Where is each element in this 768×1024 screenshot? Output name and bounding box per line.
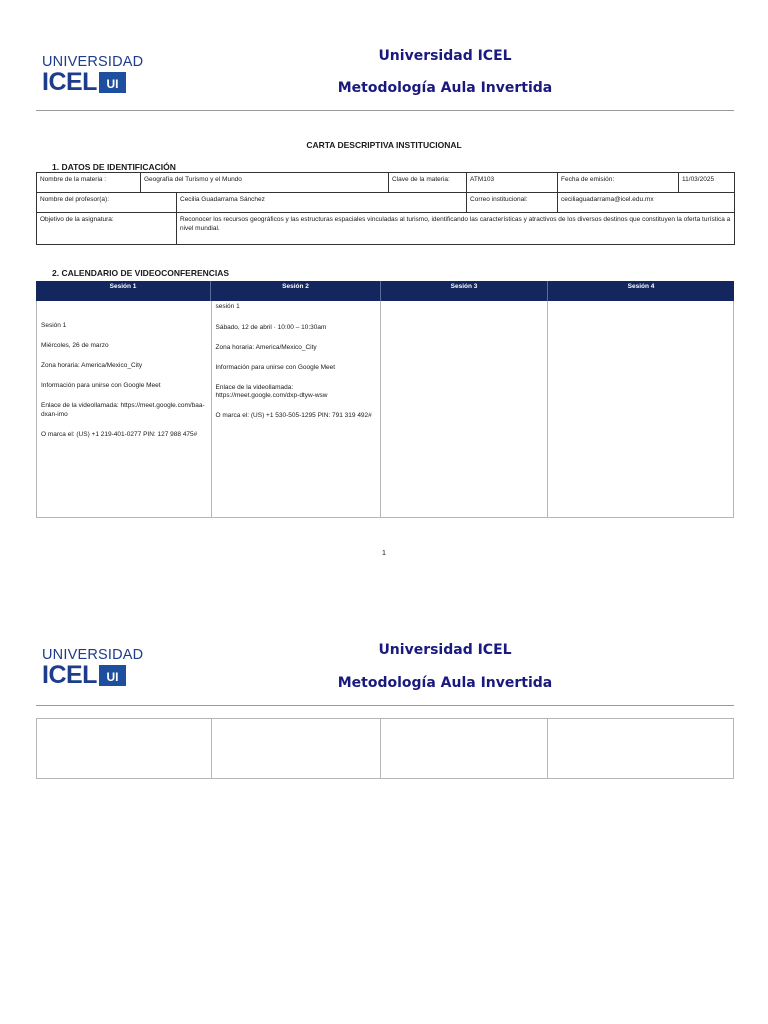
logo-main-text: ICEL xyxy=(42,68,97,96)
table-row xyxy=(37,193,735,213)
calendar-session-2-cont xyxy=(212,719,382,778)
calendar-header-session-1: Sesión 1 xyxy=(36,281,211,301)
session-2-meet-info: Información para unirse con Google Meet xyxy=(215,363,336,371)
session-1-phone: O marca el: (US) +1 219-401-0277 PIN: 127 988 475# xyxy=(41,430,198,438)
header-divider xyxy=(36,705,734,706)
session-2-phone: O marca el: (US) +1 530-505-1295 PIN: 791 319 492# xyxy=(215,412,372,419)
document-title: CARTA DESCRIPTIVA INSTITUCIONAL xyxy=(306,140,462,150)
objective-label: Objetivo de la asignatura: xyxy=(37,213,177,245)
session-1-title: Sesión 1 xyxy=(41,322,67,329)
header-title: Universidad ICEL xyxy=(378,48,512,64)
date-label: Fecha de emisión: xyxy=(558,173,679,193)
date-value: 11/03/2025 xyxy=(679,173,735,193)
logo-badge: UI xyxy=(99,72,126,93)
professor-value: Cecilia Guadarrama Sánchez xyxy=(177,193,467,213)
header-title: Universidad ICEL xyxy=(378,642,512,658)
session-1-timezone: Zona horaria: America/Mexico_City xyxy=(41,362,143,369)
session-2-date: Sábado, 12 de abril · 10:00 – 10:30am xyxy=(215,323,327,331)
session-2-meet-link[interactable]: Enlace de la videollamada: https://meet.google.com/dxp-dtyw-wsw xyxy=(215,383,328,399)
page-2 xyxy=(0,590,768,1024)
page-number: 1 xyxy=(381,548,387,557)
logo-badge: UI xyxy=(99,665,126,686)
calendar-session-2 xyxy=(212,301,382,517)
header-subtitle: Metodología Aula Invertida xyxy=(337,80,553,96)
calendar-session-1-cont xyxy=(37,719,212,778)
calendar-session-1 xyxy=(37,301,212,517)
calendar-header-session-4: Sesión 4 xyxy=(627,283,655,290)
identification-table xyxy=(36,172,735,245)
calendar-session-4 xyxy=(548,301,733,517)
objective-value: Reconocer los recursos geográficos y las estructuras espaciales vinculadas al turismo, identificando las características y atractivos de los diversos destinos que constituyen la oferta turística a nivel mundial. xyxy=(177,213,735,245)
calendar-header-session-2: Sesión 2 xyxy=(211,281,381,301)
calendar-continuation xyxy=(36,718,734,779)
session-2-timezone: Zona horaria: America/Mexico_City xyxy=(215,343,317,351)
calendar-session-3-cont xyxy=(381,719,548,778)
subject-value: Geografía del Turismo y el Mundo xyxy=(141,173,389,193)
section-title-identification: 1. DATOS DE IDENTIFICACIÓN xyxy=(52,162,176,172)
session-1-date: Miércoles, 26 de marzo xyxy=(41,342,109,349)
calendar-session-4-cont xyxy=(548,719,733,778)
calendar-header xyxy=(36,281,734,301)
table-row xyxy=(37,173,735,193)
logo-main-text: ICEL xyxy=(42,661,97,689)
calendar-body xyxy=(36,301,734,518)
code-value: ATM103 xyxy=(467,173,558,193)
calendar-session-3 xyxy=(381,301,548,517)
calendar-header-session-3: Sesión 3 xyxy=(381,281,548,301)
university-logo xyxy=(42,647,144,689)
section-title-calendar: 2. CALENDARIO DE VIDEOCONFERENCIAS xyxy=(52,268,230,278)
session-2-title: sesión 1 xyxy=(215,303,240,310)
table-row xyxy=(37,213,735,245)
header-subtitle: Metodología Aula Invertida xyxy=(337,675,553,691)
email-value: ceciliaguadarrama@icel.edu.mx xyxy=(558,193,735,213)
code-label: Clave de la materia: xyxy=(389,173,467,193)
header-divider xyxy=(36,110,734,111)
email-label: Correo institucional: xyxy=(467,193,558,213)
professor-label: Nombre del profesor(a): xyxy=(37,193,177,213)
logo-top-text: UNIVERSIDAD xyxy=(42,54,144,70)
session-1-meet-link[interactable]: Enlace de la videollamada: https://meet.google.com/baa-dxan-imo xyxy=(41,402,205,418)
logo-top-text: UNIVERSIDAD xyxy=(42,647,144,663)
subject-label: Nombre de la materia : xyxy=(37,173,141,193)
session-1-meet-info: Información para unirse con Google Meet xyxy=(41,382,161,389)
university-logo xyxy=(42,54,144,96)
